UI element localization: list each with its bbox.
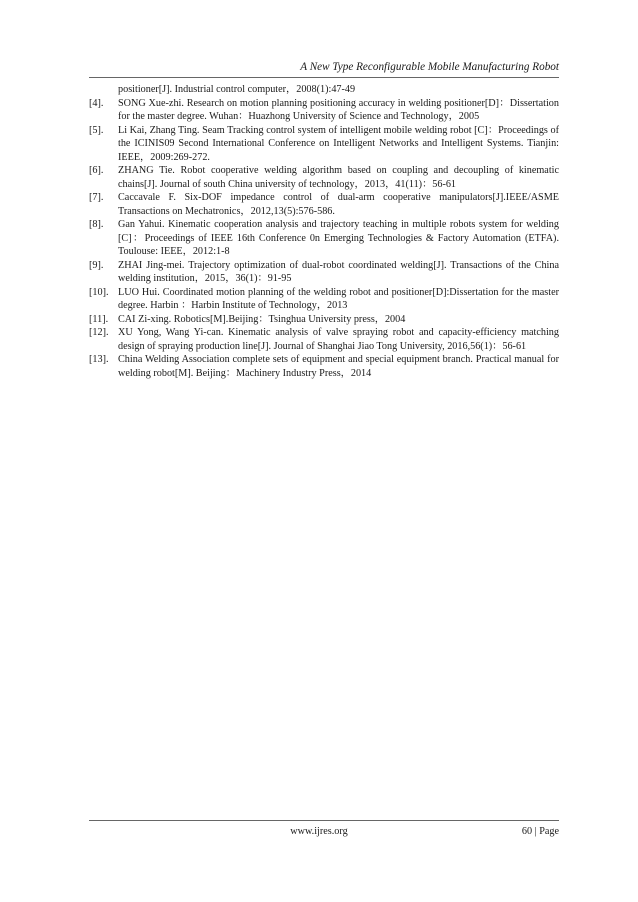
reference-item (89, 286, 559, 313)
reference-item (89, 353, 559, 380)
reference-number: [12]. (89, 327, 109, 338)
footer-rule (89, 820, 559, 821)
reference-item (89, 83, 559, 97)
reference-item (89, 218, 559, 259)
reference-text: LUO Hui. Coordinated motion planning of the welding robot and positioner[D]:Dissertation for the master degree. Harbin ：Harbin Institute of Technology，2013 (118, 286, 559, 311)
reference-item (89, 164, 559, 191)
reference-number: [6]. (89, 165, 104, 176)
reference-item (89, 97, 559, 124)
reference-number: [10]. (89, 286, 109, 298)
reference-number: [8]. (89, 219, 104, 230)
reference-text: ZHANG Tie. Robot cooperative welding algorithm based on coupling and decoupling of kinematic chains[J]. Journal of south China university of technology，2013，41(11)：56-61 (118, 165, 559, 190)
reference-list (89, 83, 559, 380)
header-rule (89, 77, 559, 78)
reference-item (89, 191, 559, 218)
reference-text: ZHAI Jing-mei. Trajectory optimization of dual-robot coordinated welding[J]. Transactions of the China welding institution，2015，36(1)：91-95 (118, 259, 559, 284)
reference-text: CAI Zi-xing. Robotics[M].Beijing：Tsinghua University press，2004 (118, 313, 406, 325)
reference-text: XU Yong, Wang Yi-can. Kinematic analysis of valve spraying robot and capacity-efficiency matching design of spraying production line[J]. Journal of Shanghai Jiao Tong University, 2016,56(1)：56-61 (118, 327, 559, 352)
footer-page-number: 60 | Page (521, 826, 559, 837)
reference-number: [9]. (89, 259, 104, 271)
reference-number: [11]. (89, 313, 109, 325)
reference-text: SONG Xue-zhi. Research on motion planning positioning accuracy in welding positioner[D]：Dissertation for the master degree. Wuhan：Huazhong University of Science and Technology，2005 (118, 97, 559, 122)
reference-text: positioner[J]. Industrial control computer，2008(1):47-49 (118, 84, 356, 95)
reference-text: Gan Yahui. Kinematic cooperation analysis and trajectory teaching in multiple robots system for welding [C]：Proceedings of IEEE 16th Conference 0n Emerging Technologies & Factory Automation (ETFA). Toulouse: IEEE，2012:1-8 (118, 219, 559, 257)
reference-text: China Welding Association complete sets of equipment and special equipment branch. Practical manual for welding robot[M]. Beijing：Machinery Industry Press，2014 (118, 354, 559, 379)
reference-text: Caccavale F. Six-DOF impedance control of dual-arm cooperative manipulators[J].IEEE/ASME Transactions on Mechatronics，2012,13(5):576-586. (118, 192, 559, 217)
reference-number: [5]. (89, 124, 104, 136)
running-header-title: A New Type Reconfigurable Mobile Manufacturing Robot (300, 61, 559, 73)
reference-item (89, 326, 559, 353)
reference-item (89, 259, 559, 286)
reference-number: [13]. (89, 354, 109, 365)
reference-number: [7]. (89, 192, 104, 203)
reference-number: [4]. (89, 97, 104, 109)
reference-item (89, 313, 559, 327)
reference-text: Li Kai, Zhang Ting. Seam Tracking control system of intelligent mobile welding robot [C]：Proceedings of the ICINIS09 Second International Conference on Intelligent Networks and Intelligent Systems. Tianjin: IEEE，2009:269-272. (118, 124, 559, 163)
footer-website: www.ijres.org (290, 826, 348, 837)
reference-item (89, 124, 559, 165)
